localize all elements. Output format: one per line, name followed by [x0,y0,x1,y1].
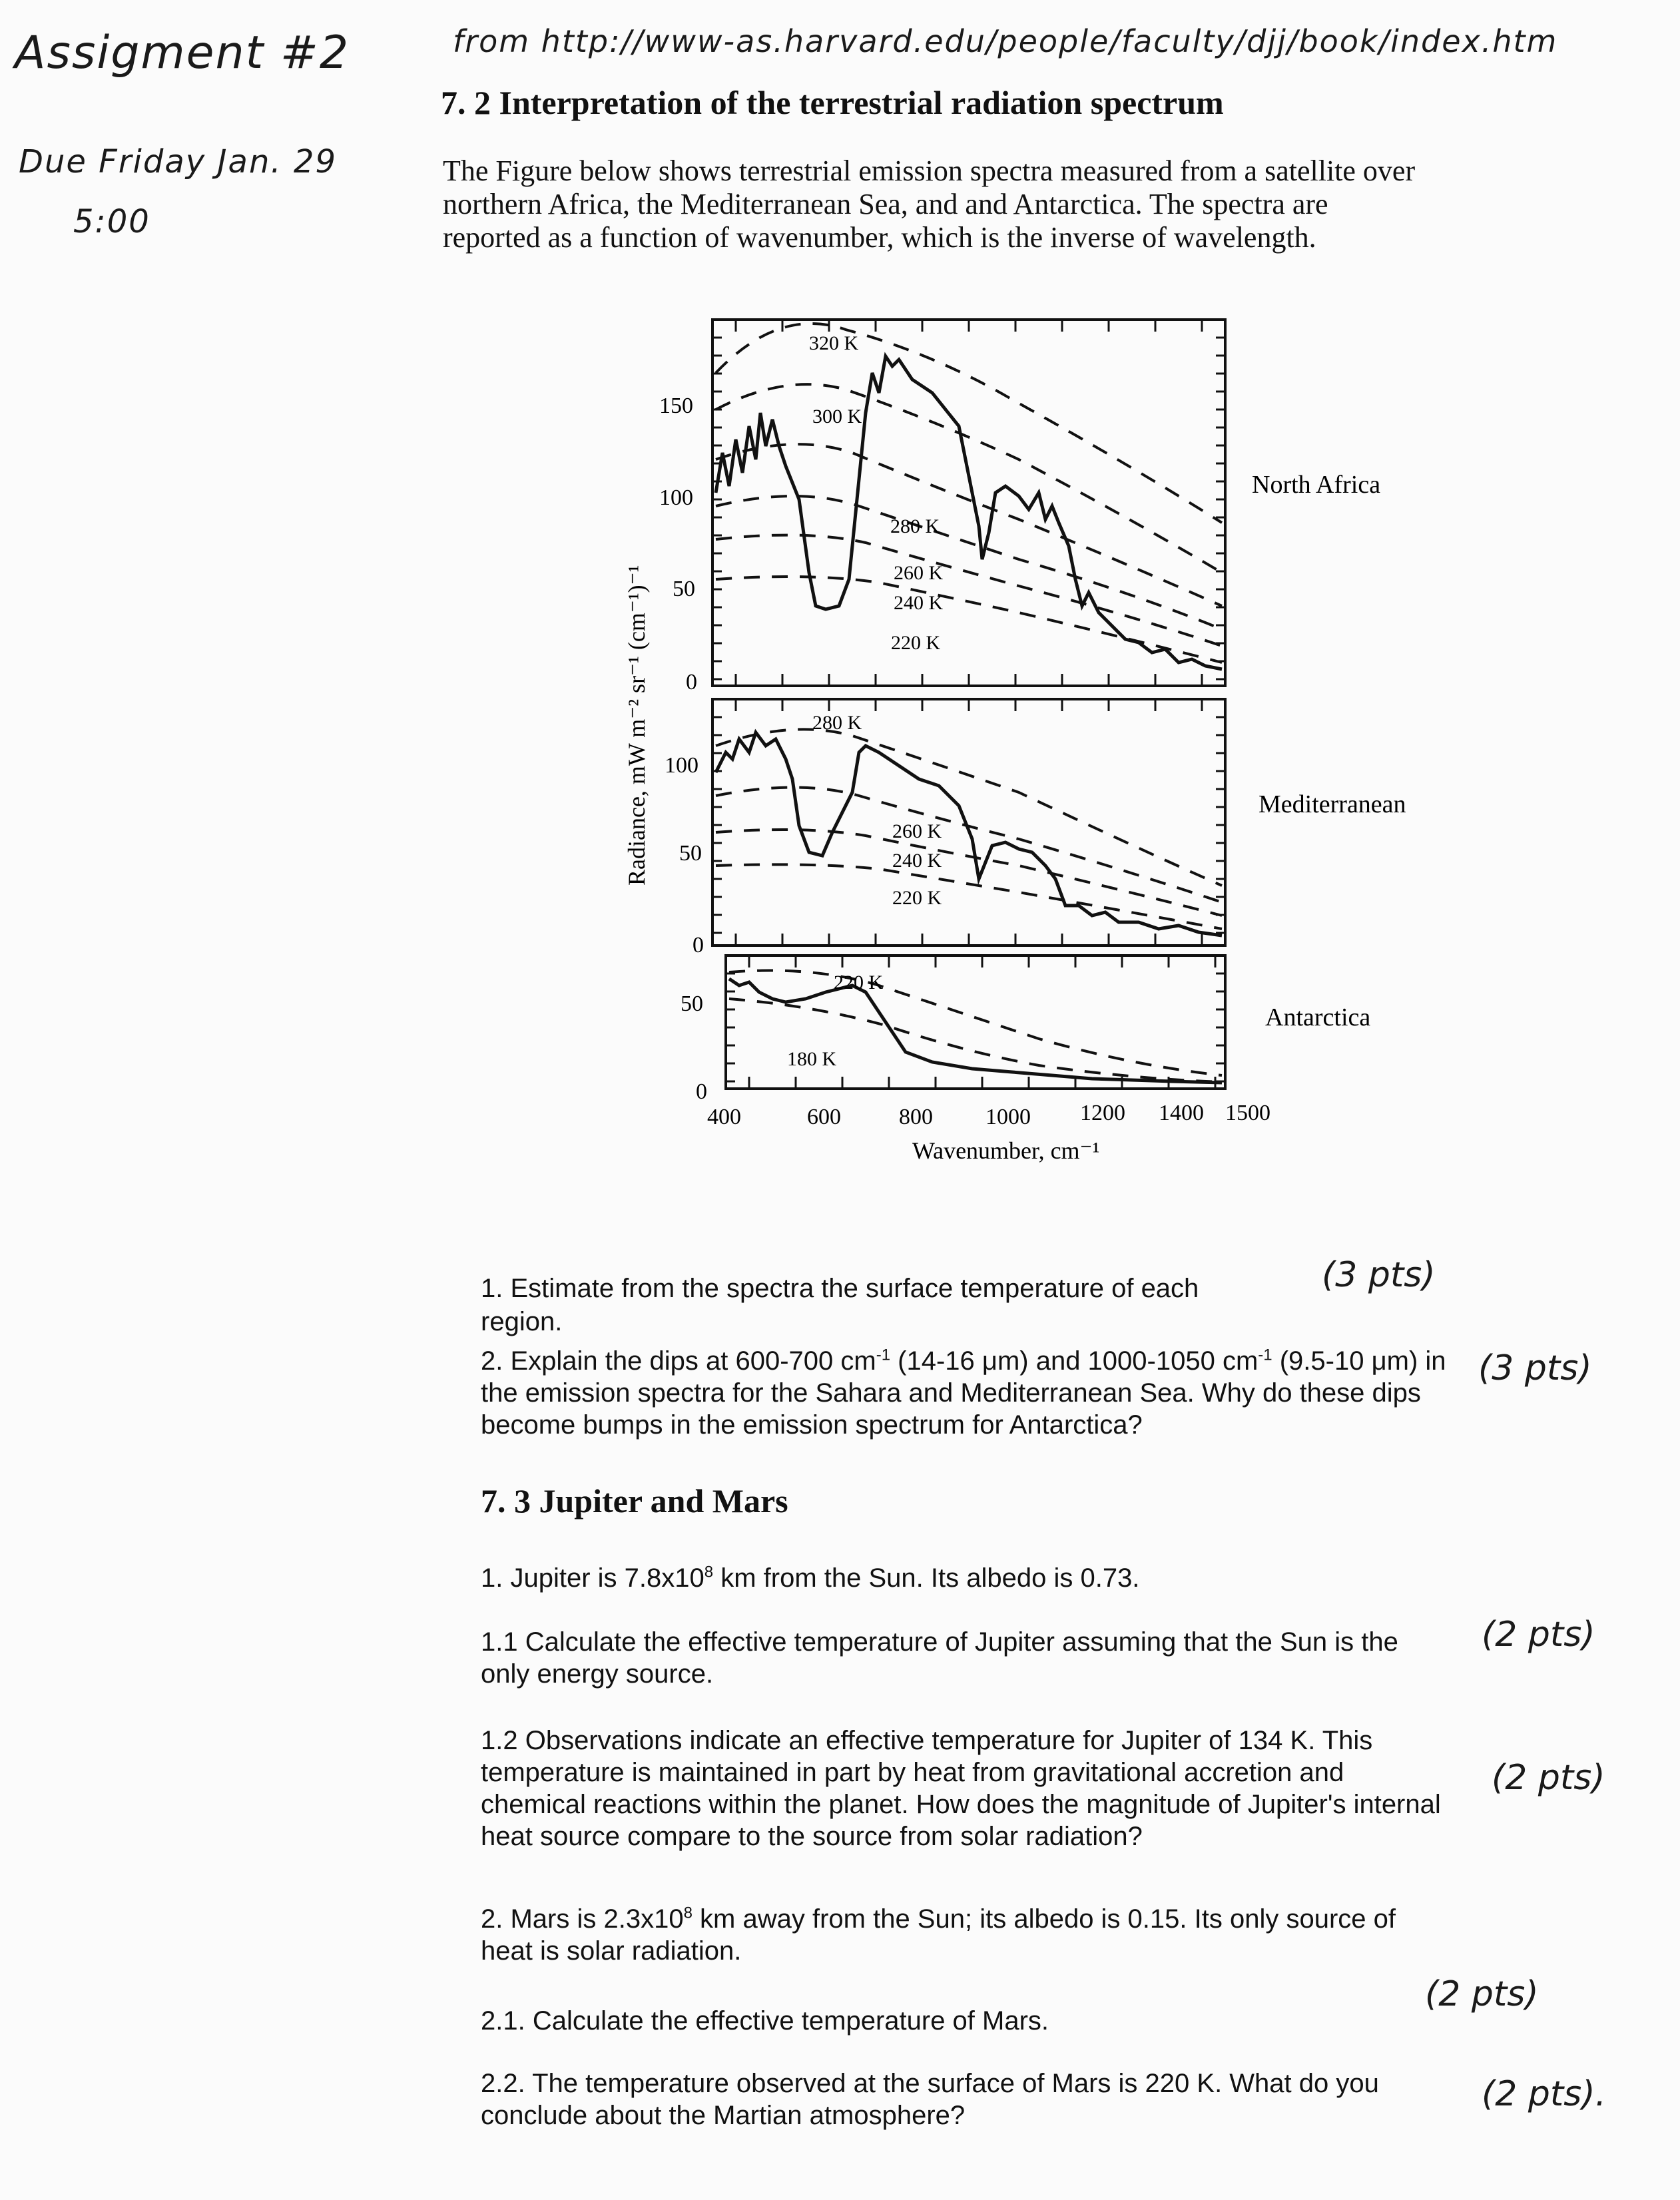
panel-label-north-africa: North Africa [1252,471,1381,499]
svg-text:220 K: 220 K [892,887,942,909]
bb-curve-med-220k [716,864,1222,929]
q73-2: 2. Mars is $2.3x10^8$ km away from the Sun; its albedo is 0.15. Its only source of heat is solar radiation. [481,1904,1396,1966]
q73-2-2-points: (2 pts). [1482,2074,1607,2114]
bb-curve-320k [716,324,1222,523]
svg-text:280 K: 280 K [890,515,940,537]
svg-text:260 K: 260 K [892,820,942,842]
handwritten-source-url: from http://www-as.harvard.edu/people/faculty/djj/book/index.htm [453,23,1558,59]
panel-north-africa-frame [712,320,1225,686]
x-tick-1000: 1000 [985,1105,1031,1129]
panel-label-mediterranean: Mediterranean [1259,790,1406,818]
emission-spectra-figure [586,293,1465,1179]
bb-curve-med-240k [716,830,1222,916]
y-tick-med-0: 0 [693,933,704,958]
q72-2-points: (3 pts) [1478,1348,1592,1388]
q73-2-1-points: (2 pts) [1425,1974,1539,2014]
section-7-3-title: 7. 3 Jupiter and Mars [481,1482,788,1519]
panel-label-antarctica: Antarctica [1265,1003,1371,1031]
handwritten-title: Assigment #2 [15,27,350,79]
q73-1-2: 1.2 Observations indicate an effective temperature for Jupiter of 134 K. This temperature is maintained in part by heat from gravitational accretion and chemical reactions within the planet. How does the magnitude of Jupiter's internal heat source compare to the source from solar radiation? [481,1726,1441,1851]
q72-1-points: (3 pts) [1322,1255,1436,1295]
svg-text:300 K: 300 K [812,406,862,427]
x-tick-400: 400 [707,1105,741,1129]
spectrum-mediterranean [716,732,1222,936]
y-axis-label: Radiance, mW m⁻² sr⁻¹ (cm⁻¹)⁻¹ [623,565,650,886]
svg-text:240 K: 240 K [894,592,944,614]
bb-curve-240k [716,535,1222,646]
bb-curve-med-280k [716,729,1222,886]
y-tick-na-0: 0 [686,670,697,694]
svg-text:280 K: 280 K [812,712,862,734]
x-tick-800: 800 [899,1105,933,1129]
x-tick-1400: 1400 [1159,1101,1204,1125]
y-tick-med-100: 100 [665,753,699,778]
svg-text:180 K: 180 K [787,1048,837,1070]
handwritten-due-time: 5:00 [73,203,150,240]
section-7-2-title: 7. 2 Interpretation of the terrestrial radiation spectrum [441,84,1224,121]
bb-curve-260k [716,496,1222,629]
y-tick-ant-0: 0 [696,1079,707,1104]
panel-mediterranean-frame [712,699,1225,946]
svg-text:220 K: 220 K [891,632,941,654]
y-tick-ant-50: 50 [681,991,703,1016]
x-tick-600: 600 [807,1105,841,1129]
y-tick-na-100: 100 [659,485,693,510]
handwritten-due-date: Due Friday Jan. 29 [19,143,337,180]
q72-1: 1. Estimate from the spectra the surface temperature of each region. [481,1274,1199,1336]
y-tick-na-50: 50 [673,577,695,601]
q72-2: 2. Explain the dips at 600-700 $cm^{-1}$ (14-16 μm) and 1000-1050 $cm^{-1}$ (9.5-10 μm) in the emission spectra for the Sahara and Mediterranean Sea. Why do these dips become bumps in the emission spectrum for Antarctica? [481,1346,1446,1440]
q73-2-1: 2.1. Calculate the effective temperature of Mars. [481,2006,1049,2036]
y-tick-med-50: 50 [679,841,702,866]
svg-text:240 K: 240 K [892,850,942,872]
x-tick-1500: 1500 [1225,1101,1270,1125]
section-7-2-intro: The Figure below shows terrestrial emission spectra measured from a satellite over northern Africa, the Mediterranean Sea, and and Antarctica. The spectra are reported as a function of wavenumber, which is the inverse of wavelength. [443,154,1416,254]
q73-1: 1. Jupiter is $7.8x10^8$ km from the Sun. Its albedo is 0.73. [481,1563,1140,1593]
q73-1-1-points: (2 pts) [1482,1615,1595,1655]
svg-text:320 K: 320 K [809,332,859,354]
x-tick-1200: 1200 [1080,1101,1125,1125]
q73-1-1: 1.1 Calculate the effective temperature of Jupiter assuming that the Sun is the only energy source. [481,1627,1398,1689]
y-tick-na-150: 150 [659,394,693,418]
svg-text:220 K: 220 K [834,971,884,993]
svg-text:260 K: 260 K [894,562,944,584]
x-axis-label: Wavenumber, cm⁻¹ [912,1137,1100,1164]
spectrum-north-africa [716,356,1222,669]
q73-1-2-points: (2 pts) [1492,1758,1605,1798]
q73-2-2: 2.2. The temperature observed at the surface of Mars is 220 K. What do you conclude about the Martian atmosphere? [481,2069,1379,2130]
